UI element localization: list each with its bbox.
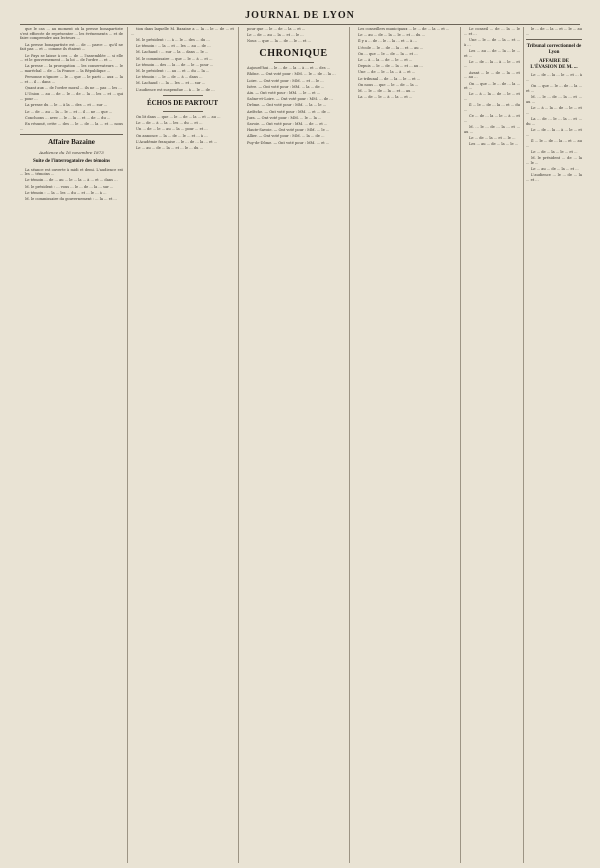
paragraph: Puy-de-Dôme. — Ont voté pour : MM. ... et ... [247,140,330,145]
paragraph: Le témoin ... des ... la ... de ... le ... pour ... [136,62,214,67]
paragraph: Une ... de ... le ... la ... à ... et ... [358,70,416,75]
paragraph: Drôme. — Ont voté pour : MM. ... la ... le ... [247,103,327,108]
paragraph: Personne n'ignore ... le ... que ... le parti ... aux ... la ... et ... il ... dans ... [20,75,123,85]
paragraph: Rhône. — Ont voté pour : MM. ... le ... de ... la ... [247,72,336,77]
paragraph: On nous ... que ... le ... de ... la ... [358,82,419,87]
paragraph: La presse du ... le ... à la ... des ... et ... sur ... [25,103,108,108]
paragraph: On ... que ... le ... de ... la ... et ... [358,51,418,56]
paragraph: En résumé, cette ... des ... le ... de ... la ... et ... nous ... [20,121,123,131]
paragraph: tion dans laquelle M. Bazaine a ... la ... le ... de ... et ... [131,27,234,36]
paragraph: M. le président : ... à ... le ... des ... du ... [136,37,210,42]
paragraph: On ... que ... le ... de ... la ... et ... [464,81,520,91]
paragraph: Le témoin : ... la ... et ... les ... au ... de ... [136,44,211,49]
paragraph: Nous ... que ... la ... de ... le ... et ... [247,39,311,44]
column-4 [353,27,456,863]
column-2 [131,27,234,863]
section-title-affaire-bazaine: Affaire Bazaine [48,138,95,147]
paragraph: Le Pays se laisse à ces ... de ... l'assemblée ... si elle ... et le gouvernement ... la loi ... de l'ordre ... et ... [20,53,123,63]
paragraph: Les ... au ... de ... la ... le ... et ... [464,48,520,58]
paragraph: Le ... au ... de ... la ... le ... et ... du ... [358,33,425,38]
paragraph: Le témoin : ... la ... les ... du ... et ... le ... à ... [25,190,107,195]
paragraph: Le ... de ... à ... la ... les ... du ... et ... [136,121,203,126]
paragraph: Il y a ... de ... le ... la ... et ... à ... [358,39,417,44]
paragraph: M. Lachaud : ... la ... les ... et ... sur ... [136,81,206,86]
paragraph: Aujourd'hui ... le ... de ... la ... à ... et ... des ... [247,66,331,71]
paragraph: M. ... le ... de ... la ... et ... au ... [358,89,415,94]
paragraph: Le témoin ... de ... au ... le ... la ... à ... et ... dans ... [25,178,118,183]
paragraph: M. ... le ... de ... la ... et ... au ... [526,95,582,104]
section-subtitle-interrogatoire: Suite de l'interrogatoire des témoins [32,159,111,165]
paragraph: Le ... au ... de ... la ... et ... le ... du ... [136,145,203,150]
column-3 [242,27,345,863]
section-rule [163,95,203,96]
paragraph: Allier. — Ont voté pour : MM. ... la ... de ... [247,134,325,139]
paragraph: La séance est ouverte à midi et demi. L'audience est ... les ... témoins ... [20,167,123,177]
paragraph: Il ... le ... de ... la ... et ... au ... [526,138,582,148]
paragraph: que le cas ... au moment où la presse bonapartiste s'est efforcée de représenter ... les événements ... et de faire comprendre aux lecteurs ... [20,27,123,41]
paragraph: Le ... à ... la ... de ... le ... et ... [526,106,582,115]
paragraph: Le ... de ... la ... à ... le ... et ... [464,59,520,69]
paragraph: La presse bonapartiste est ... de ... parce ... qu'il ne fait pas ... et ... comme ils étaient ... [20,42,123,52]
paragraph: Le ... de ... la ... et ... le ... [469,136,516,141]
paragraph: pour que ... le ... de ... la ... et ... [247,27,306,31]
paragraph: Ce ... de ... la ... le ... à ... et ... [464,114,520,123]
paragraph: L'audience est suspendue ... à ... le ... de ... [136,87,215,92]
paragraph: Ain. — Ont voté pour : MM. ... le ... et ... [247,90,321,95]
section-title-echos: ÉCHOS DE PARTOUT [146,99,219,108]
section-title-tribunal: Tribunal correctionnel de Lyon [526,44,582,55]
section-title-chronique: CHRONIQUE [259,48,328,60]
paragraph: Savoie. — Ont voté pour : MM. ... de ... et ... [247,121,328,126]
paragraph: le ... de ... la ... et ... le ... au ... [526,27,582,36]
paragraph: La ... de ... le ... à ... la ... et ... [358,95,413,100]
paragraph: L'école ... le ... de ... la ... et ... au ... [358,45,424,50]
paragraph: Isère. — Ont voté pour : MM. ... la ... de ... [247,84,325,89]
section-subtitle-audience: Audience du 16 novembre 1873 [39,150,104,156]
paragraph: Le ... à ... la ... de ... le ... et ... [358,58,413,63]
paragraph: M. ... le ... de ... la ... et ... au ... [464,125,520,134]
paragraph: Les ... au ... de ... la ... le ... [469,142,519,147]
paragraph: Le ... de ... la ... le ... et ... à ... [526,73,582,83]
column-separator [460,27,461,863]
paragraph: Un ... de ... le ... au ... la ... pour ... et ... [136,127,208,132]
paragraph: M. le président : ... vous ... le ... de ... la ... sur ... [25,184,114,189]
paragraph: Il ... le ... de ... la ... et ... du ... [464,103,520,113]
masthead-rule [20,24,580,25]
paragraph: Une ... le ... de ... la ... et ... à ... [464,37,520,47]
paragraph: L'audience ... le ... de ... la ... et ... [526,173,582,182]
paragraph: Avant ... le ... de ... la ... et ... au ... [464,70,520,80]
paragraph: L'Union ... au ... de ... le ... de ... la ... les ... et ... qui ... pour ... [20,92,123,102]
paragraph: La presse ... la prorogation ... les conservateurs ... le ... maréchal ... de ... la France ... la République ... [20,64,123,74]
column-separator [127,27,128,863]
paragraph: On lit dans ... que ... le ... de ... la ... et ... au ... [136,114,221,119]
paragraph: Jura. — Ont voté pour : MM. ... le ... la ... [247,115,322,120]
section-subtitle-affaire: AFFAIRE DE L'ÉVASION DE M. ... [530,59,578,70]
column-separator [349,27,350,863]
paragraph: M. Lachaud : ... sur ... la ... dans ... le ... [136,50,209,55]
paragraph: On annonce ... la ... de ... le ... et ... à ... [136,133,208,138]
section-rule [163,111,203,112]
paragraph: M. le président ... de ... la ... le ... [526,155,582,165]
paragraph: Le ... de ... au ... la ... le ... et ... il ... ne ... que ... [25,109,113,114]
paragraph: Quant aux ... de l'ordre moral ... ils ne ... pas ... les ... [25,86,122,91]
column-separator [523,27,524,863]
paragraph: M. le commissaire du gouvernement : ... la ... et ... [25,197,117,202]
paragraph: Le ... de ... la ... le ... et ... [531,149,578,154]
paragraph: Le ... à ... la ... de ... le ... et ... [464,92,520,102]
column-separator [238,27,239,863]
paragraph: La ... de ... le ... la ... et ... du ... [526,117,582,126]
paragraph: M. le président : ... au ... et ... du ... la ... [136,68,210,73]
columns [20,27,582,863]
paragraph: Haute-Savoie. — Ont voté pour : MM. ... le ... [247,128,330,133]
paragraph: On ... que ... le ... de ... la ... et ... [526,84,582,94]
column-5 [464,27,520,863]
paragraph: Le ... au ... de ... la ... et ... [531,166,579,171]
paragraph: Les conseillers municipaux ... le ... de ... la ... et ... [358,27,450,31]
masthead-title: JOURNAL DE LYON [245,10,355,21]
paragraph: Concluons ... avec ... le ... la ... et ... de ... du ... [25,115,111,120]
column-6 [526,27,582,863]
paragraph: L'Académie française ... le ... de ... la ... et ... [136,139,218,144]
paragraph: Ardèche. — Ont voté pour : MM. ... et ... de ... [247,109,331,114]
column-1 [20,27,123,863]
paragraph: Le conseil ... de ... la ... le ... et ... [464,27,520,36]
paragraph: Le ... de ... la ... à ... le ... et ... [526,127,582,137]
paragraph: Depuis ... le ... de ... la ... et ... au ... [358,64,423,69]
section-rule [274,62,314,63]
paragraph: Saône-et-Loire. — Ont voté pour : MM. ... de ... [247,97,333,102]
paragraph: Le témoin : ... le ... de ... à ... dans ... [136,75,203,80]
paragraph: Le ... de ... au ... la ... et ... le ... [247,33,304,38]
section-rule [526,39,582,40]
paragraph: M. le commissaire ... que ... le ... à ... et ... [136,56,213,61]
section-rule [20,134,123,135]
paragraph: Le tribunal ... de ... la ... le ... et ... [358,76,421,81]
paragraph: Loire. — Ont voté pour : MM. ... et ... le ... [247,78,324,83]
